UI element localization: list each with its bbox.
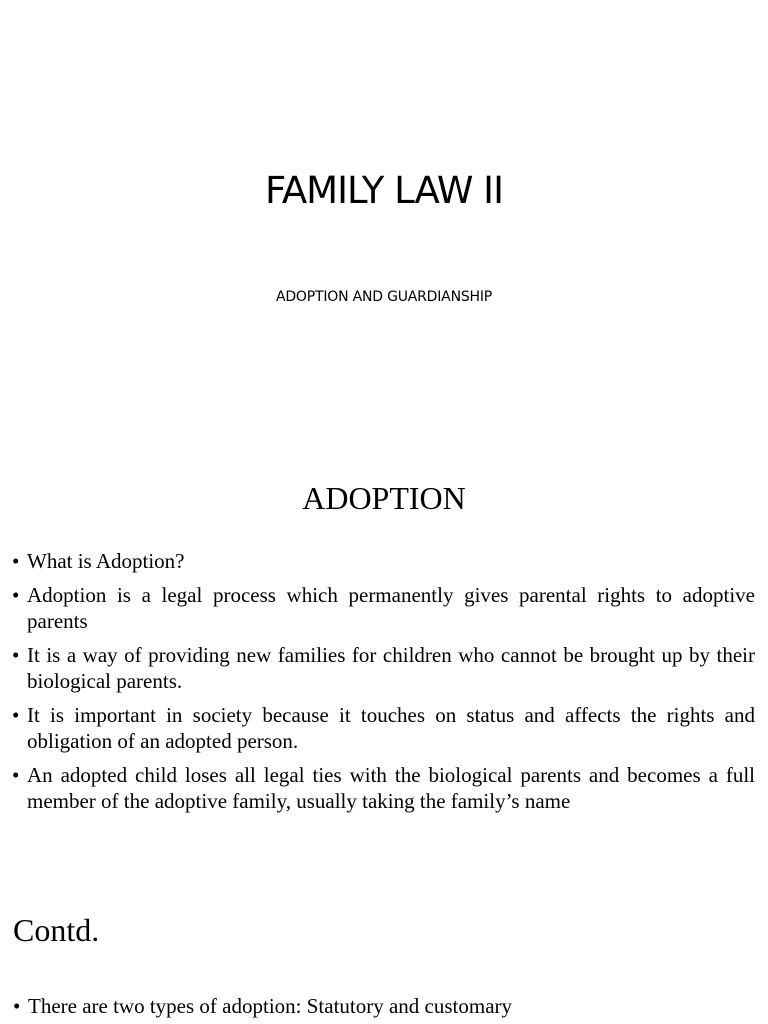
bullet-icon: • bbox=[12, 549, 20, 573]
bullet-item bbox=[12, 702, 755, 754]
bullet-item bbox=[12, 642, 755, 694]
bullet-text: It is a way of providing new families for children who cannot be brought up by their biological parents. bbox=[27, 643, 755, 693]
bullet-item bbox=[12, 548, 755, 574]
bullet-icon: • bbox=[12, 763, 20, 787]
bullet-text: It is important in society because it touches on status and affects the rights and obligation of an adopted person. bbox=[27, 703, 755, 753]
bullet-item bbox=[12, 582, 755, 634]
slide-adoption bbox=[0, 384, 768, 876]
slide-subtitle: ADOPTION AND GUARDIANSHIP bbox=[275, 289, 493, 305]
slide-title-heading: FAMILY LAW II bbox=[264, 169, 503, 212]
bullet-icon: • bbox=[12, 583, 20, 607]
slide-contd bbox=[0, 876, 768, 1024]
slide-heading-contd: Contd. bbox=[13, 912, 100, 948]
bullet-item bbox=[12, 762, 755, 814]
bullet-text: What is Adoption? bbox=[27, 549, 185, 573]
slide-title bbox=[0, 0, 768, 384]
bullet-list bbox=[13, 993, 756, 1019]
bullet-text: Adoption is a legal process which permanently gives parental rights to adoptive parents bbox=[27, 583, 755, 633]
bullet-item bbox=[13, 993, 756, 1019]
bullet-icon: • bbox=[12, 703, 20, 727]
bullet-text: There are two types of adoption: Statutory and customary bbox=[28, 994, 513, 1018]
slide-heading-adoption: ADOPTION bbox=[302, 480, 466, 516]
bullet-list bbox=[12, 548, 755, 822]
bullet-icon: • bbox=[13, 994, 21, 1018]
bullet-icon: • bbox=[12, 643, 20, 667]
bullet-text: An adopted child loses all legal ties with the biological parents and becomes a full member of the adoptive family, usually taking the family’s name bbox=[27, 763, 755, 813]
